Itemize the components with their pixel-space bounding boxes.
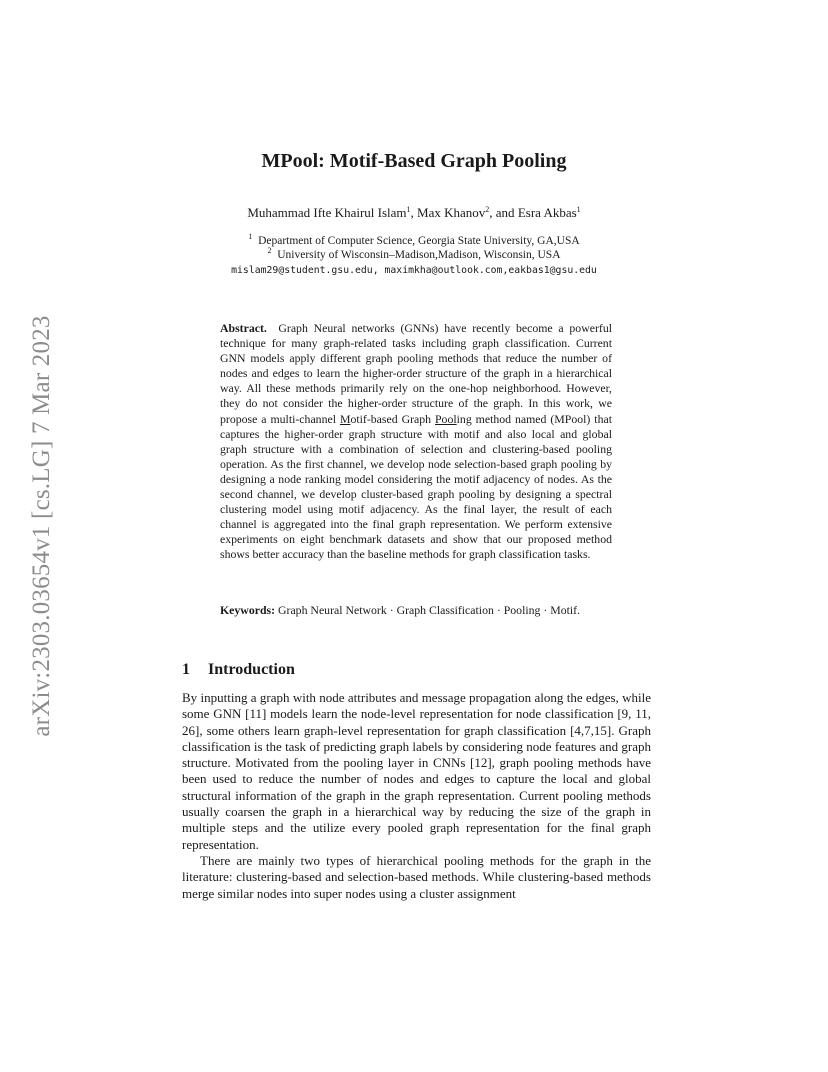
abstract: [220, 321, 612, 563]
affiliation-text: University of Wisconsin–Madison,Madison, Wisconsin, USA: [277, 249, 561, 261]
abstract-text: Graph Neural networks (GNNs) have recently become a powerful technique for many graph-related tasks including graph classification. Current GNN models apply different graph pooling methods that reduce the number of nodes and edges to learn the higher-order structure of the graph in a hierarchical way. All these methods primarily rely on the one-hop neighborhood. However, they do not consider the higher-order structure of the graph. In this work, we propose a multi-channel: [220, 321, 612, 426]
section-heading: [182, 661, 295, 679]
abstract-label: Abstract.: [220, 321, 267, 335]
author-affiliation-mark: 2: [485, 205, 490, 214]
affiliation-text: Department of Computer Science, Georgia State University, GA,USA: [258, 235, 580, 247]
body-paragraph: There are mainly two types of hierarchical pooling methods for the graph in the literature: clustering-based and selection-based methods. While clustering-based methods merge similar nodes into super nodes using a cluster assignment: [182, 853, 651, 901]
keywords: [220, 603, 612, 618]
abstract-text: ing method named (MPool) that captures the higher-order graph structure with motif and also local and global graph structure with a combination of selection and clustering-based pooling operation. As the first channel, we develop node selection-based graph pooling by designing a node ranking model considering the motif adjacency of nodes. As the second channel, we develop cluster-based graph pooling by designing a spectral clustering model using motif adjacency. As the final layer, the result of each channel is aggregated into the final graph representation. We perform extensive experiments on eight benchmark datasets and show that our proposed method shows better accuracy than the baseline methods for graph classification tasks.: [220, 411, 612, 562]
abstract-underlined-letter: M: [339, 411, 351, 426]
keywords-text: Graph Neural Network · Graph Classification · Pooling · Motif.: [278, 603, 581, 617]
arxiv-identifier: arXiv:2303.03654v1 [cs.LG] 7 Mar 2023: [28, 315, 55, 737]
author-list: [0, 205, 828, 221]
section-number: 1: [182, 661, 190, 678]
author-name: Esra Akbas: [517, 205, 577, 220]
body-paragraph: By inputting a graph with node attributes and message propagation along the edges, while some GNN [11] models learn the node-level representation for node classification [9, 11, 26], some others learn graph-level representation for graph classification [4,7,15]. Graph classification is the task of predicting graph labels by considering node features and graph structure. Motivated from the pooling layer in CNNs [12], graph pooling methods have been used to reduce the number of nodes and edges to capture the local and global structural information of the graph in the graph representation. Current pooling methods usually coarsen the graph in a hierarchical way by reducing the size of the graph in multiple steps and the utilize every pooled graph representation for the final graph representation.: [182, 690, 651, 852]
keywords-label: Keywords:: [220, 603, 276, 617]
affiliation: [0, 246, 828, 261]
paper-title: MPool: Motif-Based Graph Pooling: [261, 150, 567, 172]
author-affiliation-mark: 1: [406, 205, 411, 214]
author-name: Max Khanov: [417, 205, 486, 220]
author-emails: mislam29@student.gsu.edu, maximkha@outlook.com,eakbas1@gsu.edu: [231, 265, 597, 276]
affiliation-mark: 2: [267, 246, 272, 255]
author-affiliation-mark: 1: [576, 205, 581, 214]
affiliation-mark: 1: [248, 232, 253, 241]
author-separator: , and: [489, 205, 518, 220]
author-separator: ,: [410, 205, 418, 220]
affiliation: [0, 232, 828, 247]
section-title: Introduction: [208, 661, 295, 678]
author-name: Muhammad Ifte Khairul Islam: [247, 205, 407, 220]
abstract-underlined-word: Pool: [435, 411, 457, 426]
abstract-text: otif-based Graph: [350, 411, 435, 426]
